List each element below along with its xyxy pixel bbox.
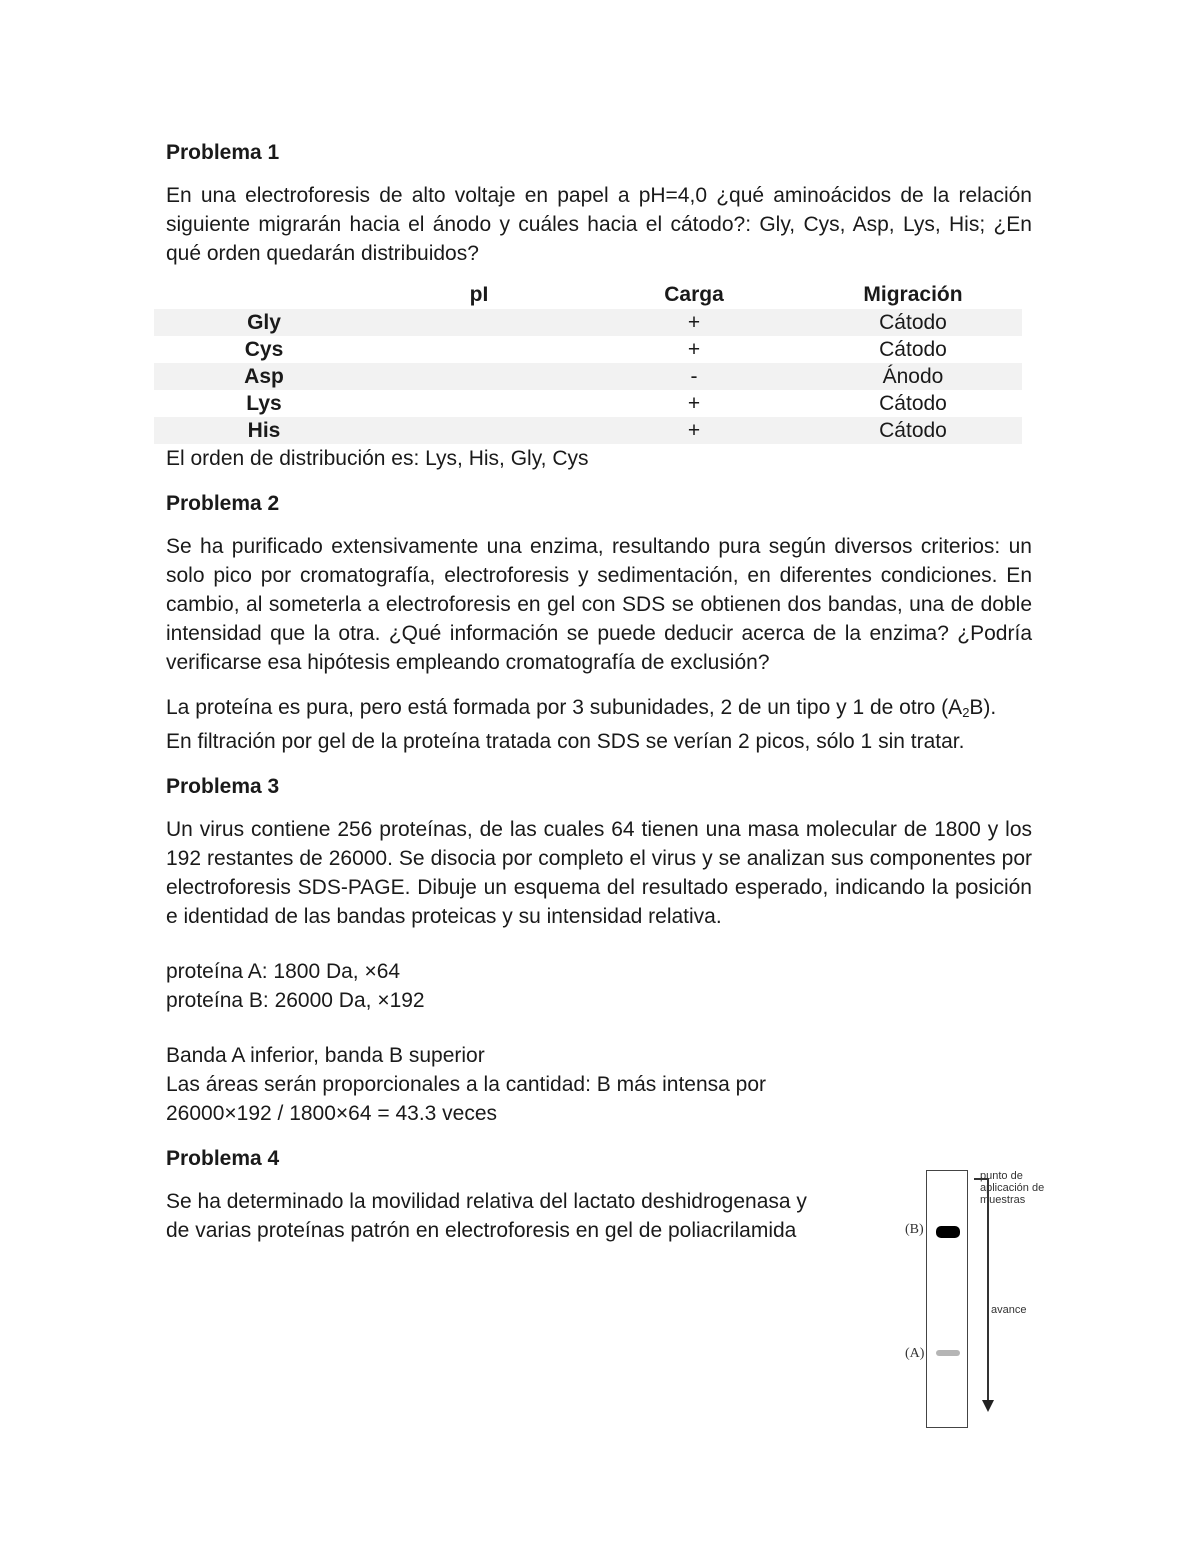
problem-2-answer-2: En filtración por gel de la proteína tratada con SDS se verían 2 picos, sólo 1 sin tratar. (166, 730, 965, 753)
subscript: 2 (962, 705, 970, 720)
problem-4-title: Problema 4 (166, 1147, 280, 1170)
cell-amino: Cys (244, 338, 284, 361)
table-header-row (154, 280, 1022, 309)
table-row (154, 417, 1022, 444)
cell-pi (374, 363, 584, 390)
cell-amino: Gly (154, 309, 374, 336)
problem-3-answer (166, 1041, 1032, 1128)
problem-2-title: Problema 2 (166, 492, 280, 515)
sds-page-gel-figure (900, 1164, 1045, 1434)
migration-arrow-line (987, 1212, 989, 1402)
cell-carga: + (687, 338, 701, 361)
problem-3-answer-1: Banda A inferior, banda B superior (166, 1044, 485, 1067)
problem-4-line-1: Se ha determinado la movilidad relativa del lactato deshidrogenasa y (166, 1190, 807, 1213)
problem-2-answer-1: La proteína es pura, pero está formada por 3 subunidades, 2 de un tipo y 1 de otro $(A_2B)$. (166, 696, 997, 720)
band-b-label: (B) (905, 1222, 924, 1237)
cell-pi (374, 390, 584, 417)
problem-2-answer (166, 693, 1032, 756)
table-header-name (154, 280, 374, 309)
problem-2-text: Se ha purificado extensivamente una enzima, resultando pura según diversos criterios: un solo pico por cromatografía, electroforesis y sedimentación, en diferentes condiciones. En cambio, al someterla a electroforesis en gel con SDS se obtienen dos bandas, una de doble intensidad que la otra. ¿Qué información se puede deducir acerca de la enzima? ¿Podría verificarse esa hipótesis empleando cromatografía de exclusión? (166, 535, 1032, 674)
problem-1-answer: El orden de distribución es: Lys, His, Gly, Cys (166, 447, 589, 470)
cell-carga: + (584, 309, 804, 336)
cell-carga: + (584, 417, 804, 444)
cell-migracion: Cátodo (879, 338, 947, 361)
table-row (154, 309, 1022, 336)
table-row (154, 363, 1022, 390)
cell-pi (374, 336, 584, 363)
cell-migracion: Cátodo (804, 417, 1022, 444)
problem-4-line-2: de varias proteínas patrón en electroforesis en gel de poliacrilamida (166, 1219, 797, 1242)
band-b (936, 1226, 960, 1238)
table-row (154, 336, 1022, 363)
cell-migracion: Cátodo (804, 309, 1022, 336)
band-a-label: (A) (905, 1346, 925, 1361)
table-header-carga: Carga (664, 283, 724, 306)
cell-pi (374, 417, 584, 444)
amino-acid-table (154, 280, 1022, 444)
problem-3-text: Un virus contiene 256 proteínas, de las cuales 64 tienen una masa molecular de 1800 y los 192 restantes de 26000. Se disocia por completo el virus y se analizan sus componentes por electroforesis SDS-PAGE. Dibuje un esquema del resultado esperado, indicando la posición e identidad de las bandas proteicas y su intensidad relativa. (166, 818, 1032, 928)
advance-note: avance (991, 1304, 1027, 1316)
problem-3-title: Problema 3 (166, 775, 280, 798)
cell-pi (374, 309, 584, 336)
problem-3-answer-2: Las áreas serán proporcionales a la cantidad: B más intensa por (166, 1073, 767, 1096)
application-point-note: punto de aplicación de muestras (980, 1170, 1045, 1206)
protein-a-line: proteína A: 1800 Da, ×64 (166, 960, 401, 983)
band-a (936, 1350, 960, 1356)
gel-lane (926, 1170, 968, 1428)
cell-amino: Asp (154, 363, 374, 390)
cell-carga: - (584, 363, 804, 390)
problem-1-text: En una electroforesis de alto voltaje en papel a pH=4,0 ¿qué aminoácidos de la relación siguiente migrarán hacia el ánodo y cuáles hacia el cátodo?: Gly, Cys, Asp, Lys, His; ¿En qué orden quedarán distribuidos? (166, 184, 1032, 265)
cell-migracion: Ánodo (804, 363, 1022, 390)
problem-1-title: Problema 1 (166, 141, 280, 164)
problem-3-proteins (166, 957, 1032, 1015)
arrow-down-icon (982, 1400, 994, 1412)
cell-carga: + (687, 392, 701, 415)
table-header-pi: pI (469, 283, 489, 306)
cell-amino: His (154, 417, 374, 444)
table-row (154, 390, 1022, 417)
document-body (166, 138, 1032, 1245)
table-header-migracion: Migración (863, 283, 963, 306)
problem-3-answer-3: 26000×192 / 1800×64 = 43.3 veces (166, 1102, 498, 1125)
cell-migracion: Cátodo (879, 392, 947, 415)
cell-amino: Lys (246, 392, 282, 415)
protein-b-line: proteína B: 26000 Da, ×192 (166, 989, 425, 1012)
